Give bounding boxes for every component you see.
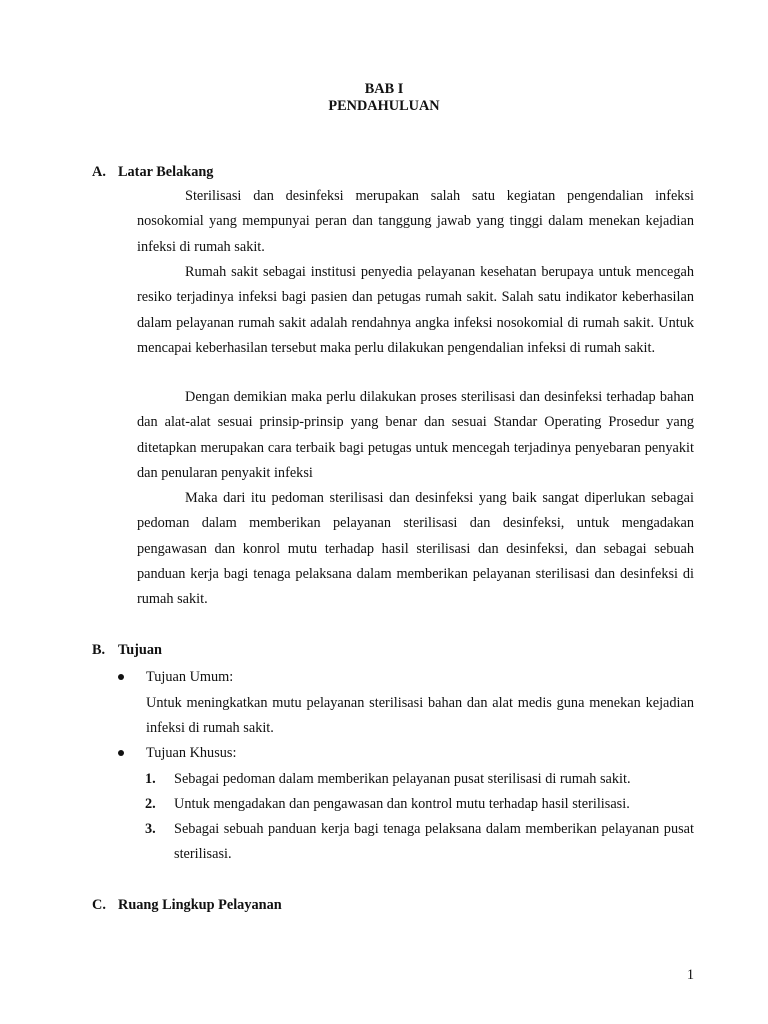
section-c-title: Ruang Lingkup Pelayanan	[118, 897, 282, 913]
section-b-letter: B.	[92, 642, 106, 658]
list-item-number: 1.	[145, 771, 156, 787]
list-item-number: 3.	[145, 821, 156, 837]
section-a-letter: A.	[92, 164, 106, 180]
bullet-icon	[118, 674, 124, 680]
section-a-heading	[92, 162, 213, 182]
section-b-title: Tujuan	[118, 642, 162, 658]
paragraph-4: Maka dari itu pedoman sterilisasi dan desinfeksi yang baik sangat diperlukan sebagai pedoman dalam memberikan pelayanan sterilisasi dan desinfeksi, untuk mengadakan pengawasan dan konrol mutu terhadap hasil sterilisasi dan desinfeksi, dan sebagai sebuah panduan kerja bagi tenaga pelaksana dalam memberikan pelayanan sterilisasi dan desinfeksi di rumah sakit.	[137, 490, 694, 608]
list-item	[145, 767, 694, 792]
section-b-heading	[92, 640, 162, 660]
general-goal-text: Untuk meningkatkan mutu pelayanan sterilisasi bahan dan alat medis guna menekan kejadian infeksi di rumah sakit.	[146, 695, 694, 737]
chapter-title: PENDAHULUAN	[328, 98, 440, 114]
section-c-letter: C.	[92, 897, 106, 913]
list-item-text: Sebagai pedoman dalam memberikan pelayanan pusat sterilisasi di rumah sakit.	[174, 771, 631, 787]
chapter-number: BAB I	[364, 81, 404, 97]
list-item-text: Untuk mengadakan dan pengawasan dan kontrol mutu terhadap hasil sterilisasi.	[174, 796, 630, 812]
page-number: 1	[686, 967, 694, 983]
paragraph-1: Sterilisasi dan desinfeksi merupakan salah satu kegiatan pengendalian infeksi nosokomial yang mempunyai peran dan tanggung jawab yang tinggi dalam menekan kejadian infeksi di rumah sakit.	[137, 188, 694, 255]
list-item	[145, 792, 694, 817]
general-goal-label: Tujuan Umum:	[146, 669, 234, 685]
list-item-number: 2.	[145, 796, 156, 812]
list-item-text: Sebagai sebuah panduan kerja bagi tenaga pelaksana dalam memberikan pelayanan pusat sterilisasi.	[174, 821, 694, 863]
specific-goal-label: Tujuan Khusus:	[146, 745, 237, 761]
list-item	[145, 817, 694, 868]
section-c-heading	[92, 895, 282, 915]
bullet-icon	[118, 750, 124, 756]
section-a-title: Latar Belakang	[118, 164, 214, 180]
paragraph-3: Dengan demikian maka perlu dilakukan proses sterilisasi dan desinfeksi terhadap bahan dan alat-alat sesuai prinsip-prinsip yang benar dan sesuai Standar Operating Prosedur yang ditetapkan merupakan cara terbaik bagi petugas untuk mencegah terjadinya penyebaran penyakit dan penularan penyakit infeksi	[137, 389, 694, 481]
paragraph-2: Rumah sakit sebagai institusi penyedia pelayanan kesehatan berupaya untuk mencegah resiko terjadinya infeksi bagi pasien dan petugas rumah sakit. Salah satu indikator keberhasilan dalam pelayanan rumah sakit adalah rendahnya angka infeksi nosokomial di rumah sakit. Untuk mencapai keberhasilan tersebut maka perlu dilakukan pengendalian infeksi di rumah sakit.	[137, 264, 694, 356]
